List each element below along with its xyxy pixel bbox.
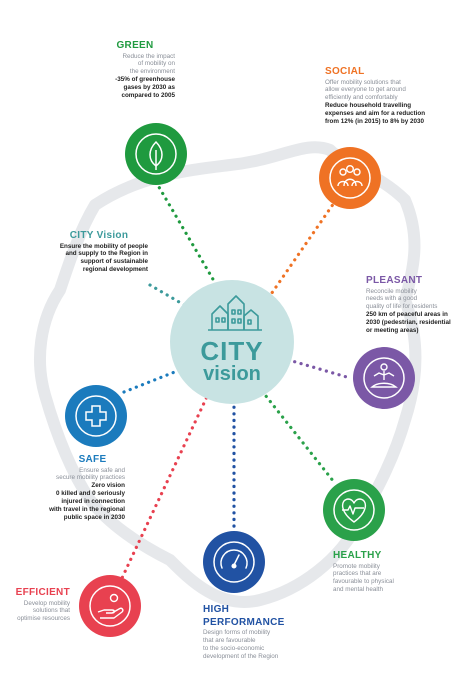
green-text [60,40,175,100]
safe-description: Ensure safe and secure mobility practices [56,466,125,482]
social-target: Reduce household travelling expenses and aim for a reduction from 12% (in 2015) to 8% by 2030 [325,102,426,125]
performance-description: Design forms of mobility that are favourable to the socio-economic development of the Region [203,629,279,660]
pleasant-description: Reconcile mobility needs with a good quality of life for residents [366,287,438,311]
efficient-node [79,575,141,637]
social-node [319,147,381,209]
safe-title: SAFE [78,454,107,465]
safe-text [20,454,125,522]
city-vision-text [30,230,148,274]
green-title: GREEN [116,40,154,51]
efficient-title: EFFICIENT [15,587,70,598]
social-description: Offer mobility solutions that allow everyone to get around efficiently and comfortably [325,78,406,102]
pleasant-title: PLEASANT [366,275,423,286]
performance-text [203,604,338,660]
connector-green [156,182,224,298]
safe-target: Zero vision 0 killed and 0 seriously injured in connection with travel in the regional public space in 2030 [49,482,125,521]
safe-node [65,385,127,447]
efficient-text [0,587,70,623]
connector-efficient [122,386,212,578]
hub-title-line2: vision [203,363,261,385]
social-title: SOCIAL [325,66,365,77]
social-text [325,66,470,126]
connector-healthy [258,386,334,482]
healthy-text [333,550,443,594]
connector-pleasant [282,358,350,378]
performance-title: HIGH PERFORMANCE [203,604,285,628]
city-vision-title: CITY Vision [69,230,129,241]
green-target: -35% of greenhouse gases by 2030 as compared to 2005 [115,76,175,99]
healthy-title: HEALTHY [333,550,382,561]
green-description: Reduce the impact of mobility on the environment [122,52,175,76]
performance-node [203,531,265,593]
healthy-description: Promote mobility practices that are favourable to physical and mental health [333,562,394,594]
city-vision-target: Ensure the mobility of people and supply to the Region in support of sustainable regional development [59,242,148,274]
pleasant-target: 250 km of peaceful areas in 2030 (pedestrian, residential or meeting areas) [366,311,451,334]
pleasant-text [366,275,470,335]
efficient-description: Develop mobility solutions that optimise resources [17,599,70,623]
hub-title-line1: CITY [200,336,264,366]
